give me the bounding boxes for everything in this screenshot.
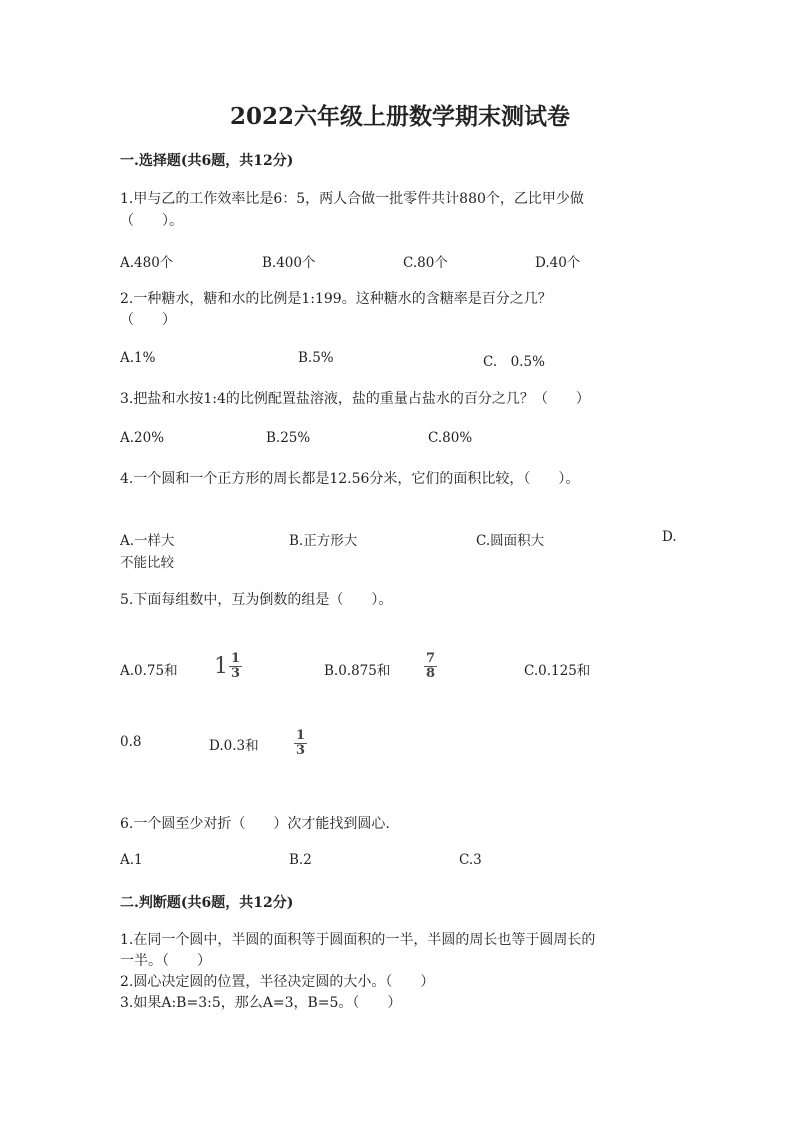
section-heading-choice: 一.选择题(共6题，共12分) — [120, 153, 294, 169]
fraction-numerator: 1 — [231, 651, 241, 666]
q3-option-c: C.80% — [428, 430, 473, 446]
q5-option-d-fraction — [294, 729, 307, 758]
q3-option-b: B.25% — [266, 430, 311, 446]
q5-option-c-wrap: 0.8 — [120, 734, 142, 750]
question-3-line1: 3.把盐和水按1:4的比例配置盐溶液，盐的重量占盐水的百分之几？（ ） — [120, 391, 590, 407]
question-4-line1: 4.一个圆和一个正方形的周长都是12.56分米，它们的面积比较，（ ）。 — [120, 471, 580, 487]
fraction-denominator: 8 — [426, 666, 436, 681]
section-heading-judgment: 二.判断题(共6题，共12分) — [120, 895, 294, 911]
q2-option-a: A.1% — [120, 350, 156, 366]
q5-option-a: A.0.75和 — [120, 663, 178, 679]
q4-option-d-wrap: 不能比较 — [120, 555, 174, 571]
question-1-line2: （ ）。 — [120, 213, 183, 229]
q1-option-d: D.40个 — [535, 255, 581, 271]
fraction-denominator: 3 — [296, 743, 306, 758]
question-2-line1: 2.一种糖水，糖和水的比例是1:199。这种糖水的含糖率是百分之几？ — [120, 291, 552, 307]
q4-option-c: C.圆面积大 — [476, 533, 545, 549]
fraction-numerator: 7 — [426, 651, 436, 666]
judgment-2: 2.圆心决定圆的位置，半径决定圆的大小。（ ） — [120, 974, 435, 990]
question-2-line2: （ ） — [120, 312, 176, 328]
q2-option-b: B.5% — [298, 350, 334, 366]
q5-option-b-fraction — [424, 652, 437, 681]
q5-option-c: C.0.125和 — [524, 663, 591, 679]
q4-option-b: B.正方形大 — [289, 533, 358, 549]
q4-option-d: D. — [662, 529, 677, 545]
q6-option-b: B.2 — [289, 852, 312, 868]
q1-option-b: B.400个 — [262, 255, 316, 271]
judgment-1-line2: 一半。（ ） — [120, 953, 211, 969]
q2-option-c: C. 0.5% — [483, 354, 545, 370]
fraction-denominator: 3 — [231, 666, 241, 681]
q5-option-b: B.0.875和 — [324, 663, 391, 679]
question-6-line1: 6.一个圆至少对折（ ）次才能找到圆心. — [120, 816, 390, 832]
judgment-1-line1: 1.在同一个圆中，半圆的面积等于圆面积的一半，半圆的周长也等于圆周长的 — [120, 932, 596, 948]
q5-option-d: D.0.3和 — [209, 738, 259, 754]
q5-option-a-mixed-number — [214, 652, 242, 681]
fraction-numerator: 1 — [296, 728, 306, 743]
question-5-line1: 5.下面每组数中，互为倒数的组是（ ）。 — [120, 592, 393, 608]
q3-option-a: A.20% — [120, 430, 165, 446]
q1-option-c: C.80个 — [403, 255, 448, 271]
q6-option-a: A.1 — [120, 852, 143, 868]
mixed-whole: 1 — [214, 654, 228, 679]
judgment-3: 3.如果A:B=3:5，那么A=3，B=5。（ ） — [120, 995, 402, 1011]
page-title: 2022六年级上册数学期末测试卷 — [229, 103, 570, 130]
q4-option-a: A.一样大 — [120, 533, 175, 549]
question-1-line1: 1.甲与乙的工作效率比是6：5，两人合做一批零件共计880个，乙比甲少做 — [120, 191, 584, 207]
mixed-fraction — [229, 652, 242, 681]
q6-option-c: C.3 — [459, 852, 482, 868]
q1-option-a: A.480个 — [120, 255, 174, 271]
